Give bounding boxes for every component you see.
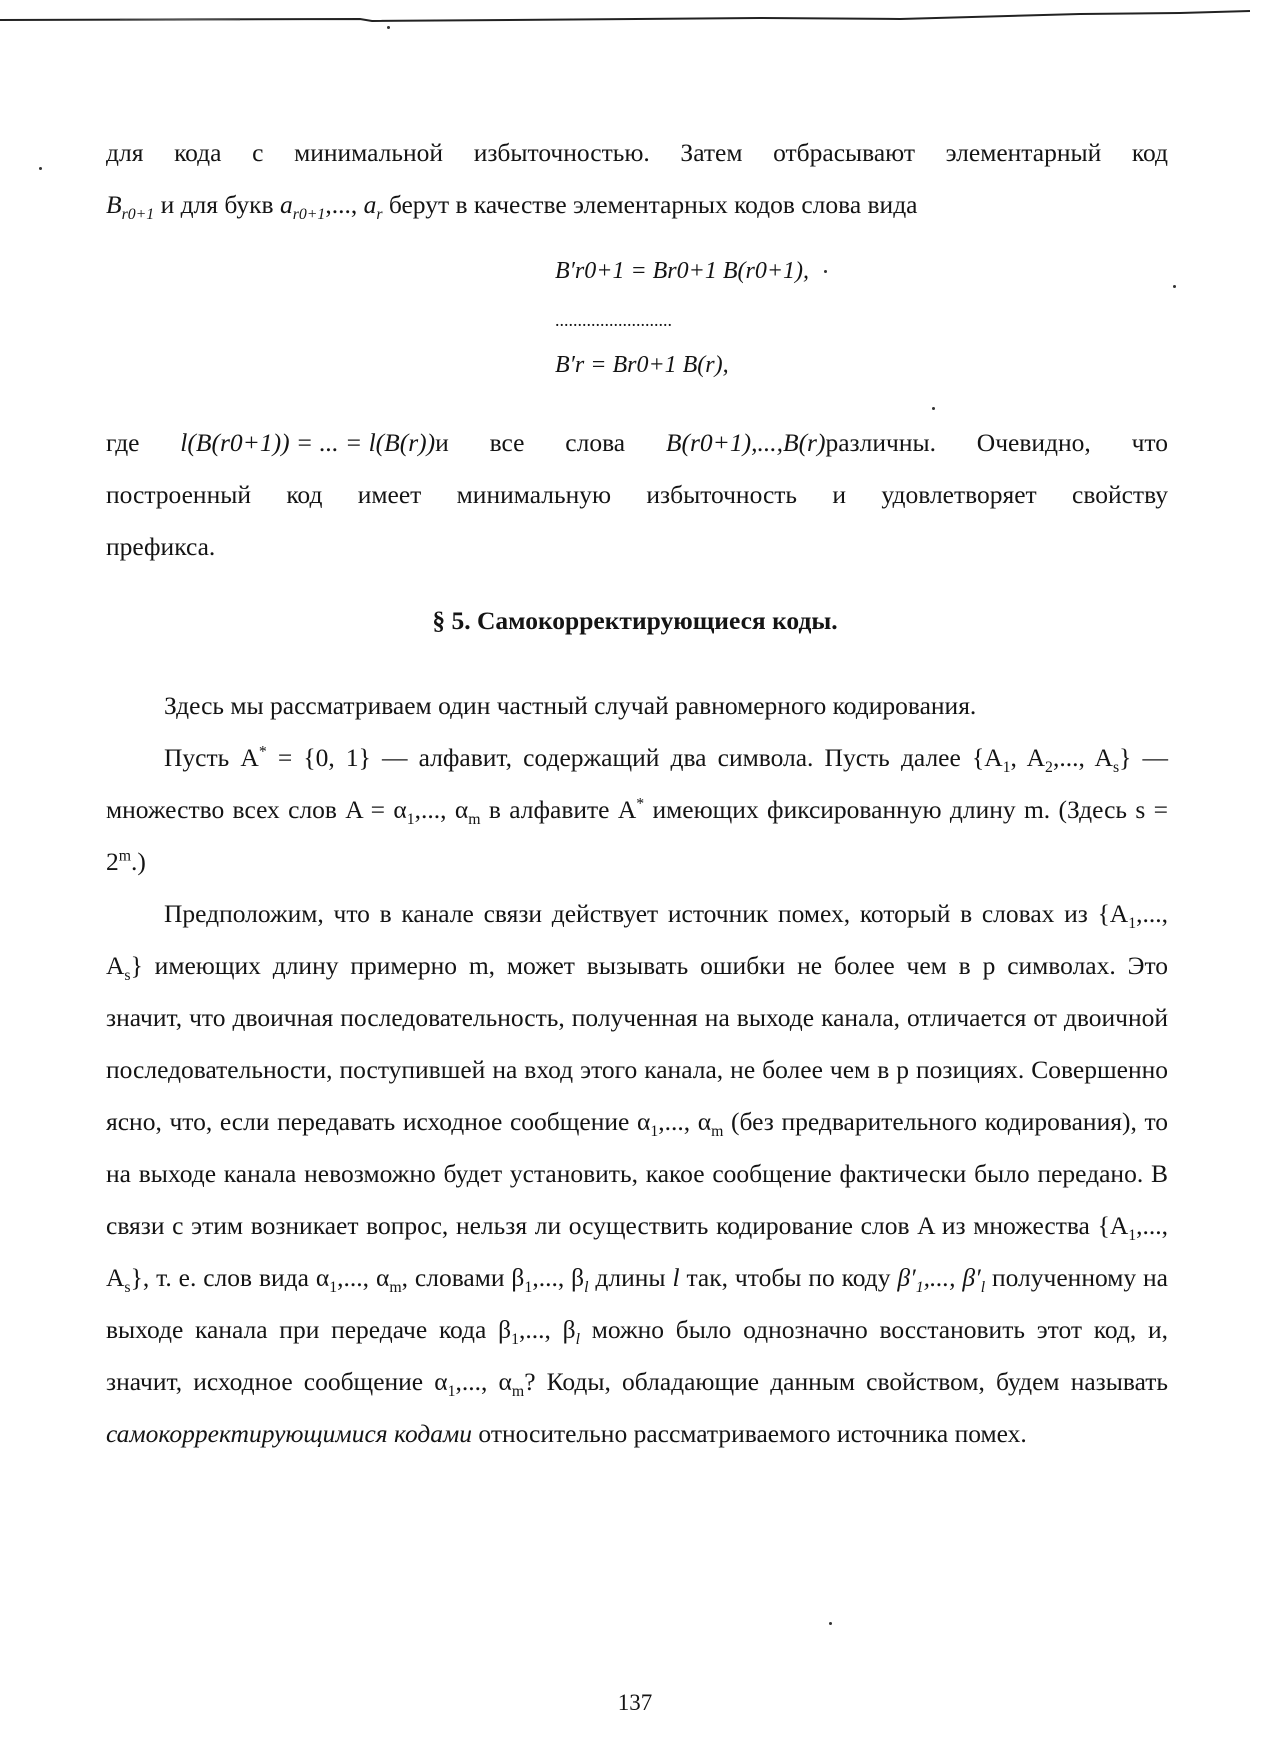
text-fragment: ,..., α	[455, 1367, 512, 1396]
text-fragment: различны.	[825, 428, 936, 457]
scan-speck	[39, 167, 42, 170]
text-fragment: так, чтобы по коду	[679, 1263, 891, 1292]
subscript: 1	[650, 1123, 659, 1141]
paragraph-continuation	[106, 127, 1168, 231]
text-line: Здесь мы рассматриваем один частный случай равномерного кодирования.	[164, 691, 977, 720]
text-fragment: относительно рассматриваемого источника помех.	[478, 1419, 1027, 1448]
math-subscript: r0+1	[121, 206, 155, 224]
subscript: 1	[1128, 915, 1137, 933]
text-fragment: {A	[1097, 1211, 1129, 1240]
text-fragment: обладающие данным свойством, будем называть	[622, 1367, 1168, 1396]
text-fragment: Предположим, что в канале связи действует источник помех, который в словах из	[164, 899, 1088, 928]
formula-ellipsis: ..........................	[555, 310, 672, 330]
subscript: 1	[524, 1279, 533, 1297]
text-fragment: ,..., α	[414, 795, 469, 824]
text-fragment: канала, отличается от двоичной последовательности, поступившей на вход этого	[106, 1003, 1169, 1084]
text-fragment: ,..., α	[658, 1107, 712, 1136]
text-fragment: канала, не более чем в p позициях. Совершенно ясно, что, если передавать исходное	[106, 1055, 1168, 1136]
text-line-with-formula	[106, 417, 1168, 469]
math-symbol: B	[106, 190, 122, 219]
text-fragment: можно было	[579, 1315, 732, 1344]
scan-speck	[1173, 285, 1176, 288]
text-fragment: ,..., A	[1052, 743, 1113, 772]
subscript: s	[124, 1279, 131, 1297]
superscript: *	[258, 743, 267, 761]
emphasized-term: самокорректирующимися кодами	[106, 1419, 473, 1448]
subscript: m	[389, 1279, 402, 1297]
text-fragment: p символах. Это значит, что двоичная последовательность, полученная на выходе	[106, 951, 1168, 1032]
text-fragment: полученному на выходе канала при передаче кода β	[106, 1263, 1169, 1344]
text-fragment: Пусть A	[164, 743, 259, 772]
math-symbol: a	[279, 190, 293, 219]
text-fragment: с этим возникает вопрос, нельзя ли осуществить кодирование слов A из множества	[172, 1211, 1090, 1240]
text-line: префикса.	[106, 532, 216, 561]
math-symbol: ,..., β′	[923, 1263, 981, 1292]
text-fragment: ? Коды,	[524, 1367, 611, 1396]
math-symbol: β′	[897, 1263, 916, 1292]
section-title: § 5. Самокорректирующиеся коды.	[432, 606, 838, 635]
text-fragment: }, т. е. слов вида α	[130, 1263, 330, 1292]
math-symbol: a	[363, 190, 377, 219]
subscript: l	[575, 1331, 580, 1349]
text-fragment: {A	[1097, 899, 1129, 928]
subscript: 2	[1045, 759, 1053, 777]
text-fragment: и для букв	[154, 190, 280, 219]
superscript: *	[636, 795, 645, 813]
text-fragment: что	[1131, 428, 1168, 457]
text-fragment: , словами β	[401, 1263, 525, 1292]
math-subscript: r	[376, 206, 383, 224]
text-fragment: фиксированную длину m. (Здесь s = 2	[106, 795, 1169, 876]
scan-speck	[387, 26, 390, 29]
text-fragment: ,..., β	[518, 1315, 576, 1344]
scan-speck	[829, 1622, 832, 1625]
text-fragment: в алфавите A	[480, 795, 637, 824]
text-fragment: ,..., α	[337, 1263, 390, 1292]
text-line: для кода с минимальной избыточностью. Затем отбрасывают элементарный код	[106, 138, 1168, 167]
superscript: m	[118, 847, 132, 865]
text-fragment: ,..., β	[532, 1263, 585, 1292]
text-fragment: , A	[1010, 743, 1046, 772]
text-fragment: {A	[971, 743, 1003, 772]
text-fragment: .)	[131, 847, 146, 876]
subscript: 1	[406, 811, 415, 829]
text-fragment: сообщение α	[509, 1107, 651, 1136]
text-fragment: однозначно восстановить этот код, и, значит, исходное сообщение α	[106, 1315, 1168, 1396]
subscript: s	[1112, 759, 1120, 777]
scan-speck	[824, 270, 827, 273]
text-fragment: где	[106, 428, 140, 457]
text-fragment: имеющих	[644, 795, 759, 824]
text-fragment: Очевидно,	[976, 428, 1091, 457]
text-fragment: } — множество всех слов A = α	[106, 743, 1168, 824]
subscript: m	[711, 1123, 724, 1141]
scan-speck	[932, 407, 935, 410]
subscript: 1	[329, 1279, 338, 1297]
formula-line-1: B′r0+1 = Br0+1 B(r0+1),	[555, 258, 810, 284]
math-expression: l(B(r0+1)) = ... = l(B(r))	[180, 428, 436, 457]
paragraph-where	[106, 417, 1168, 573]
subscript: l	[980, 1279, 986, 1297]
paragraph-noise-source	[106, 888, 1168, 1460]
subscript: 1	[1002, 759, 1011, 777]
subscript: s	[124, 967, 131, 985]
text-fragment: невозможно будет установить, какое сообщение фактически было передано. В связи	[106, 1159, 1168, 1240]
subscript: 1	[447, 1383, 456, 1401]
text-fragment: все	[489, 428, 525, 457]
subscript: l	[584, 1279, 589, 1297]
math-subscript: r0+1	[292, 206, 326, 224]
text-line-with-formula	[106, 179, 1168, 231]
text-fragment: = {0, 1} — алфавит, содержащий два символа. Пусть далее	[266, 743, 961, 772]
text-fragment: берут в качестве элементарных кодов слова вида	[382, 190, 918, 219]
subscript: 1	[511, 1331, 519, 1349]
subscript: m	[511, 1383, 525, 1401]
scan-top-rule	[0, 0, 1270, 30]
subscript: 1	[1128, 1227, 1137, 1245]
paragraph-intro	[106, 680, 1168, 732]
page-number: 137	[617, 1690, 653, 1715]
math-symbol: l	[672, 1263, 680, 1292]
subscript: 1	[915, 1279, 924, 1297]
paragraph-alphabet	[106, 732, 1168, 888]
text-fragment: } имеющих длину примерно m, может вызывать ошибки не более чем в	[130, 951, 971, 980]
paragraph-body	[106, 732, 1168, 888]
text-fragment: длины	[588, 1263, 673, 1292]
text-line: построенный код имеет минимальную избыточность и удовлетворяет свойству	[106, 480, 1168, 509]
text-fragment: (без предварительного кодирования), то на выходе канала	[106, 1107, 1169, 1188]
subscript: m	[468, 811, 481, 829]
paragraph-body	[106, 888, 1168, 1460]
formula-line-2: B′r = Br0+1 B(r),	[555, 352, 729, 378]
text-fragment: слова	[565, 428, 626, 457]
text-fragment: ,..., A	[106, 899, 1168, 980]
text-fragment: ,..., A	[106, 1211, 1169, 1292]
text-fragment: и	[435, 428, 449, 457]
math-expression: B(r0+1),...,B(r)	[665, 428, 826, 457]
text-fragment: ,...,	[325, 190, 364, 219]
